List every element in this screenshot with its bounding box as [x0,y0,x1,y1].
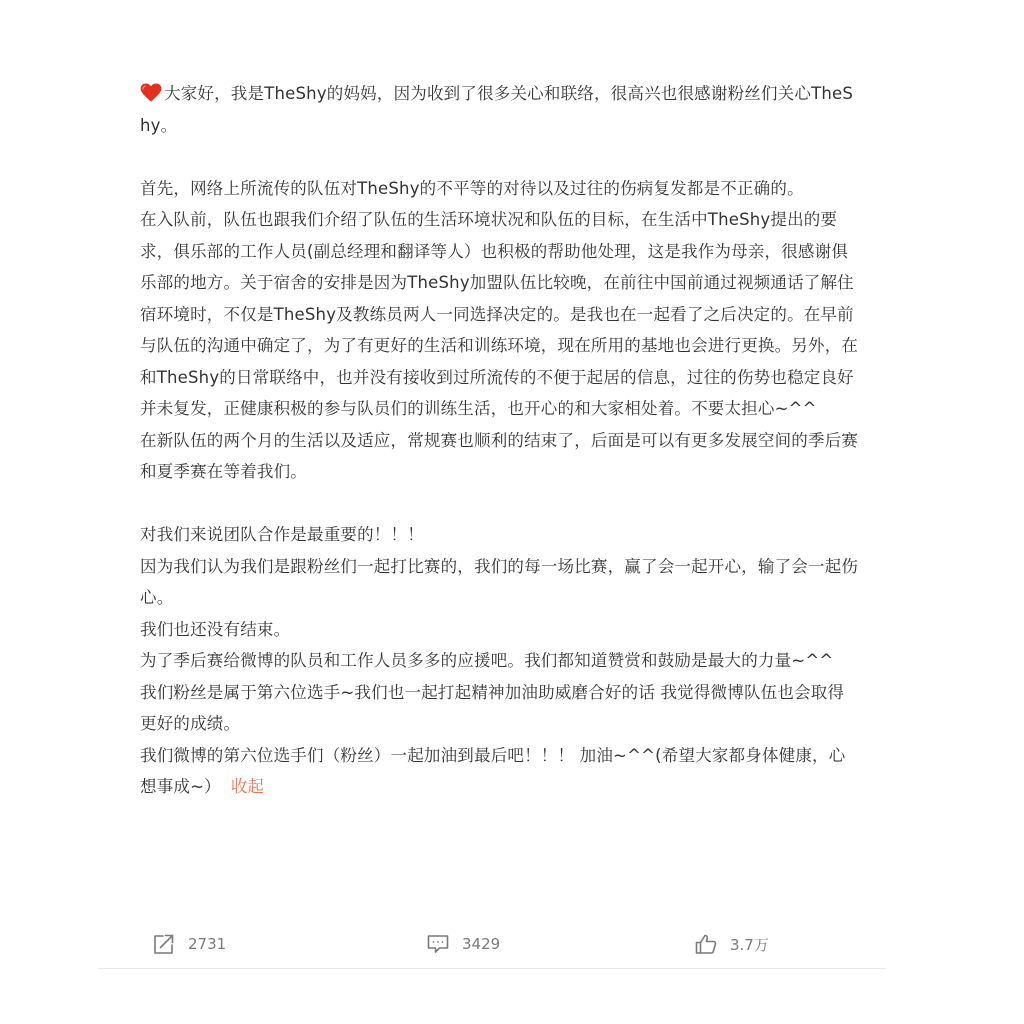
repost-icon [152,933,176,955]
repost-button[interactable] [152,928,226,960]
comment-button[interactable] [426,928,500,960]
like-count: 3.7万 [730,935,769,954]
paragraph-spacer [140,141,860,173]
comment-count: 3429 [462,935,501,953]
comment-icon [426,933,450,955]
paragraph-spacer [140,488,860,520]
collapse-link[interactable]: 收起 [230,777,265,796]
repost-count: 2731 [188,935,227,953]
post-paragraph: 在入队前，队伍也跟我们介绍了队伍的生活环境状况和队伍的目标，在生活中TheShy提出的要求，俱乐部的工作人员(副总经理和翻译等人）也积极的帮助他处理，这是我作为母亲，很感谢俱乐部的地方。关于宿舍的安排是因为TheShy加盟队伍比较晚，在前往中国前通过视频通话了解住宿环境时，不仅是TheShy及教练员两人一同选择决定的。是我也在一起看了之后决定的。在早前与队伍的沟通中确定了，为了有更好的生活和训练环境，现在所用的基地也会进行更换。另外，在和TheShy的日常联络中，也并没有接收到过所流传的不便于起居的信息，过往的伤势也稳定良好并未复发，正健康积极的参与队员们的训练生活，也开心的和大家相处着。不要太担心~^^ [140,210,859,418]
post-paragraph: 因为我们认为我们是跟粉丝们一起打比赛的，我们的每一场比赛，赢了会一起开心，输了会一起伤心。 [140,556,859,607]
divider [98,968,886,969]
post-paragraph: 首先，网络上所流传的队伍对TheShy的不平等的对待以及过往的伤病复发都是不正确的。 [140,178,804,198]
heart-icon [140,83,162,102]
post-paragraph: 对我们来说团队合作是最重要的！！！ [140,525,424,544]
post-paragraph: 为了季后赛给微博的队员和工作人员多多的应援吧。我们都知道赞赏和鼓励是最大的力量~^^ [140,651,834,670]
post-paragraph: 我们也还没有结束。 [140,619,291,639]
like-button[interactable] [694,928,769,960]
action-bar [140,928,860,960]
thumbs-up-icon [694,933,718,955]
post-body [140,78,860,803]
post-paragraph [140,740,860,803]
post-paragraph: 我们粉丝是属于第六位选手~我们也一起打起精神加油助威磨合好的话 我觉得微博队伍也会取得更好的成绩。 [140,682,845,733]
post-paragraph-text: 我们微博的第六位选手们（粉丝）一起加油到最后吧！！！ 加油~^^(希望大家都身体健康，心想事成~） [140,745,846,796]
post-paragraph: 在新队伍的两个月的生活以及适应，常规赛也顺利的结束了，后面是可以有更多发展空间的季后赛和夏季赛在等着我们。 [140,430,859,481]
post-paragraph: 大家好，我是TheShy的妈妈，因为收到了很多关心和联络，很高兴也很感谢粉丝们关心TheShy。 [140,84,854,135]
